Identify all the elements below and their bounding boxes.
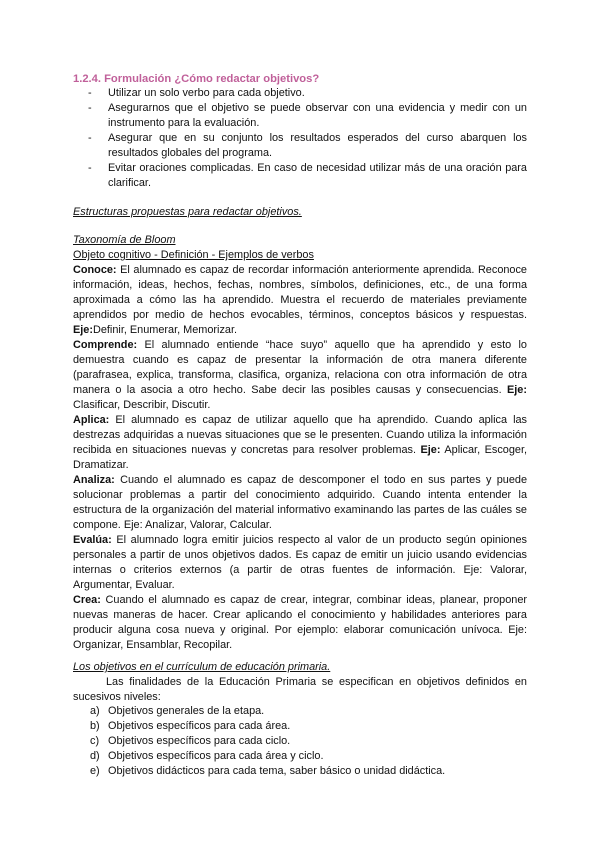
list-marker: c) <box>90 735 100 747</box>
list-item-text: Utilizar un solo verbo para cada objetivo. <box>108 87 305 99</box>
dash-marker: - <box>88 132 92 144</box>
curriculum-section-title: Los objetivos en el currículum de educación primaria. <box>73 661 331 673</box>
list-item <box>90 704 520 719</box>
list-marker: e) <box>90 765 100 777</box>
level-text: Cuando el alumnado es capaz de crear, integrar, combinar ideas, planear, proponer nuevas maneras de hacer. Crear aplicando el conocimiento y habilidades anteriores para producir alguna cosa nueva y original. Por ejemplo: elaborar comunicación unívoca. Eje: Organizar, Ensamblar, Recopilar. <box>73 594 527 651</box>
level-crea <box>73 593 527 653</box>
dash-marker: - <box>88 162 92 174</box>
curriculum-intro: Las finalidades de la Educación Primaria se especifican en objetivos definidos en sucesivos niveles: <box>73 676 527 703</box>
level-term: Evalúa: <box>73 534 112 546</box>
list-item-text: Objetivos específicos para cada área. <box>108 720 291 732</box>
structures-subtitle: Estructuras propuestas para redactar objetivos. <box>73 206 302 218</box>
level-text: Cuando el alumnado es capaz de descomponer el todo en sus partes y puede solucionar problemas a partir del conocimiento adquirido. Cuando intenta entender la estructura de la organización del material informativo examinando las partes de las cuáles se compone. Eje: Analizar, Valorar, Calcular. <box>73 474 527 531</box>
level-aplica <box>73 413 527 473</box>
level-text: El alumnado es capaz de utilizar aquello que ha aprendido. Cuando aplica las destrezas adquiridas a nuevas situaciones que se le presenten. Cuando utiliza la información recibida en situaciones nuevas y concretas para resolver problemas. <box>73 414 527 456</box>
level-text: El alumnado logra emitir juicios respecto al valor de un producto según opiniones personales a partir de unos objetivos dados. Es capaz de emitir un juicio usando evidencias internas o criterios externos (a partir de otras fuentes de información. Eje: Valorar, Argumentar, Evaluar. <box>73 534 527 591</box>
level-analiza <box>73 473 527 533</box>
list-item <box>88 161 527 191</box>
list-item <box>88 131 527 161</box>
recommendation-list <box>88 86 527 191</box>
level-ej-text: Definir, Enumerar, Memorizar. <box>92 324 238 336</box>
level-ej-text: Aplicar, Escoger, Dramatizar. <box>73 444 527 471</box>
list-item-text: Asegurarnos que el objetivo se puede observar con una evidencia y medir con un instrumento para la evaluación. <box>108 102 527 129</box>
list-item <box>88 86 527 101</box>
list-item-text: Objetivos didácticos para cada tema, saber básico o unidad didáctica. <box>108 765 446 777</box>
list-item-text: Objetivos específicos para cada ciclo. <box>108 735 291 747</box>
level-text: El alumnado es capaz de recordar información anteriormente aprendida. Reconoce información, ideas, hechos, fechas, nombres, símbolos, definiciones, etc., de una forma aproximada a cómo las ha aprendido. Muestra el recuerdo de materiales previamente aprendidos por medio de hechos evocables, términos, conceptos básicos y respuestas. <box>73 264 527 321</box>
level-term: Conoce: <box>73 264 117 276</box>
list-item <box>90 749 520 764</box>
level-conoce <box>73 263 527 338</box>
bloom-levels <box>73 263 527 653</box>
section-heading: 1.2.4. Formulación ¿Cómo redactar objetivos? <box>73 73 320 85</box>
list-item <box>90 719 520 734</box>
taxonomy-title: Taxonomía de Bloom <box>73 234 176 246</box>
level-ej-label: Eje: <box>73 324 93 336</box>
list-item <box>90 734 520 749</box>
level-term: Crea: <box>73 594 101 606</box>
list-marker: d) <box>90 750 100 762</box>
list-marker: a) <box>90 705 100 717</box>
objeto-cognitivo-line: Objeto cognitivo - Definición - Ejemplos de verbos <box>73 249 314 261</box>
dash-marker: - <box>88 87 92 99</box>
objectives-levels-list <box>90 704 520 779</box>
list-item <box>88 101 527 131</box>
level-ej-label: Eje: <box>507 384 527 396</box>
level-ej-text: Clasificar, Describir, Discutir. <box>73 399 211 411</box>
list-item-text: Asegurar que en su conjunto los resultados esperados del curso abarquen los resultados globales del programa. <box>108 132 527 159</box>
level-term: Analiza: <box>73 474 115 486</box>
list-item-text: Objetivos específicos para cada área y ciclo. <box>108 750 324 762</box>
level-comprende <box>73 338 527 413</box>
list-item-text: Evitar oraciones complicadas. En caso de necesidad utilizar más de una oración para clarificar. <box>108 162 527 189</box>
level-term: Aplica: <box>73 414 110 426</box>
list-marker: b) <box>90 720 100 732</box>
level-text: El alumnado entiende “hace suyo” aquello que ha aprendido y esto lo demuestra cuando es capaz de presentar la información de otra manera diferente (parafrasea, explica, transforma, clasifica, organiza, relaciona con otra información de otra manera o la asocia a otro hecho. Sabe decir las posibles causas y consecuencias. <box>73 339 527 396</box>
dash-marker: - <box>88 102 92 114</box>
level-ej-label: Eje: <box>420 444 441 456</box>
level-evalua <box>73 533 527 593</box>
list-item-text: Objetivos generales de la etapa. <box>108 705 265 717</box>
level-term: Comprende: <box>73 339 138 351</box>
list-item <box>90 764 520 779</box>
